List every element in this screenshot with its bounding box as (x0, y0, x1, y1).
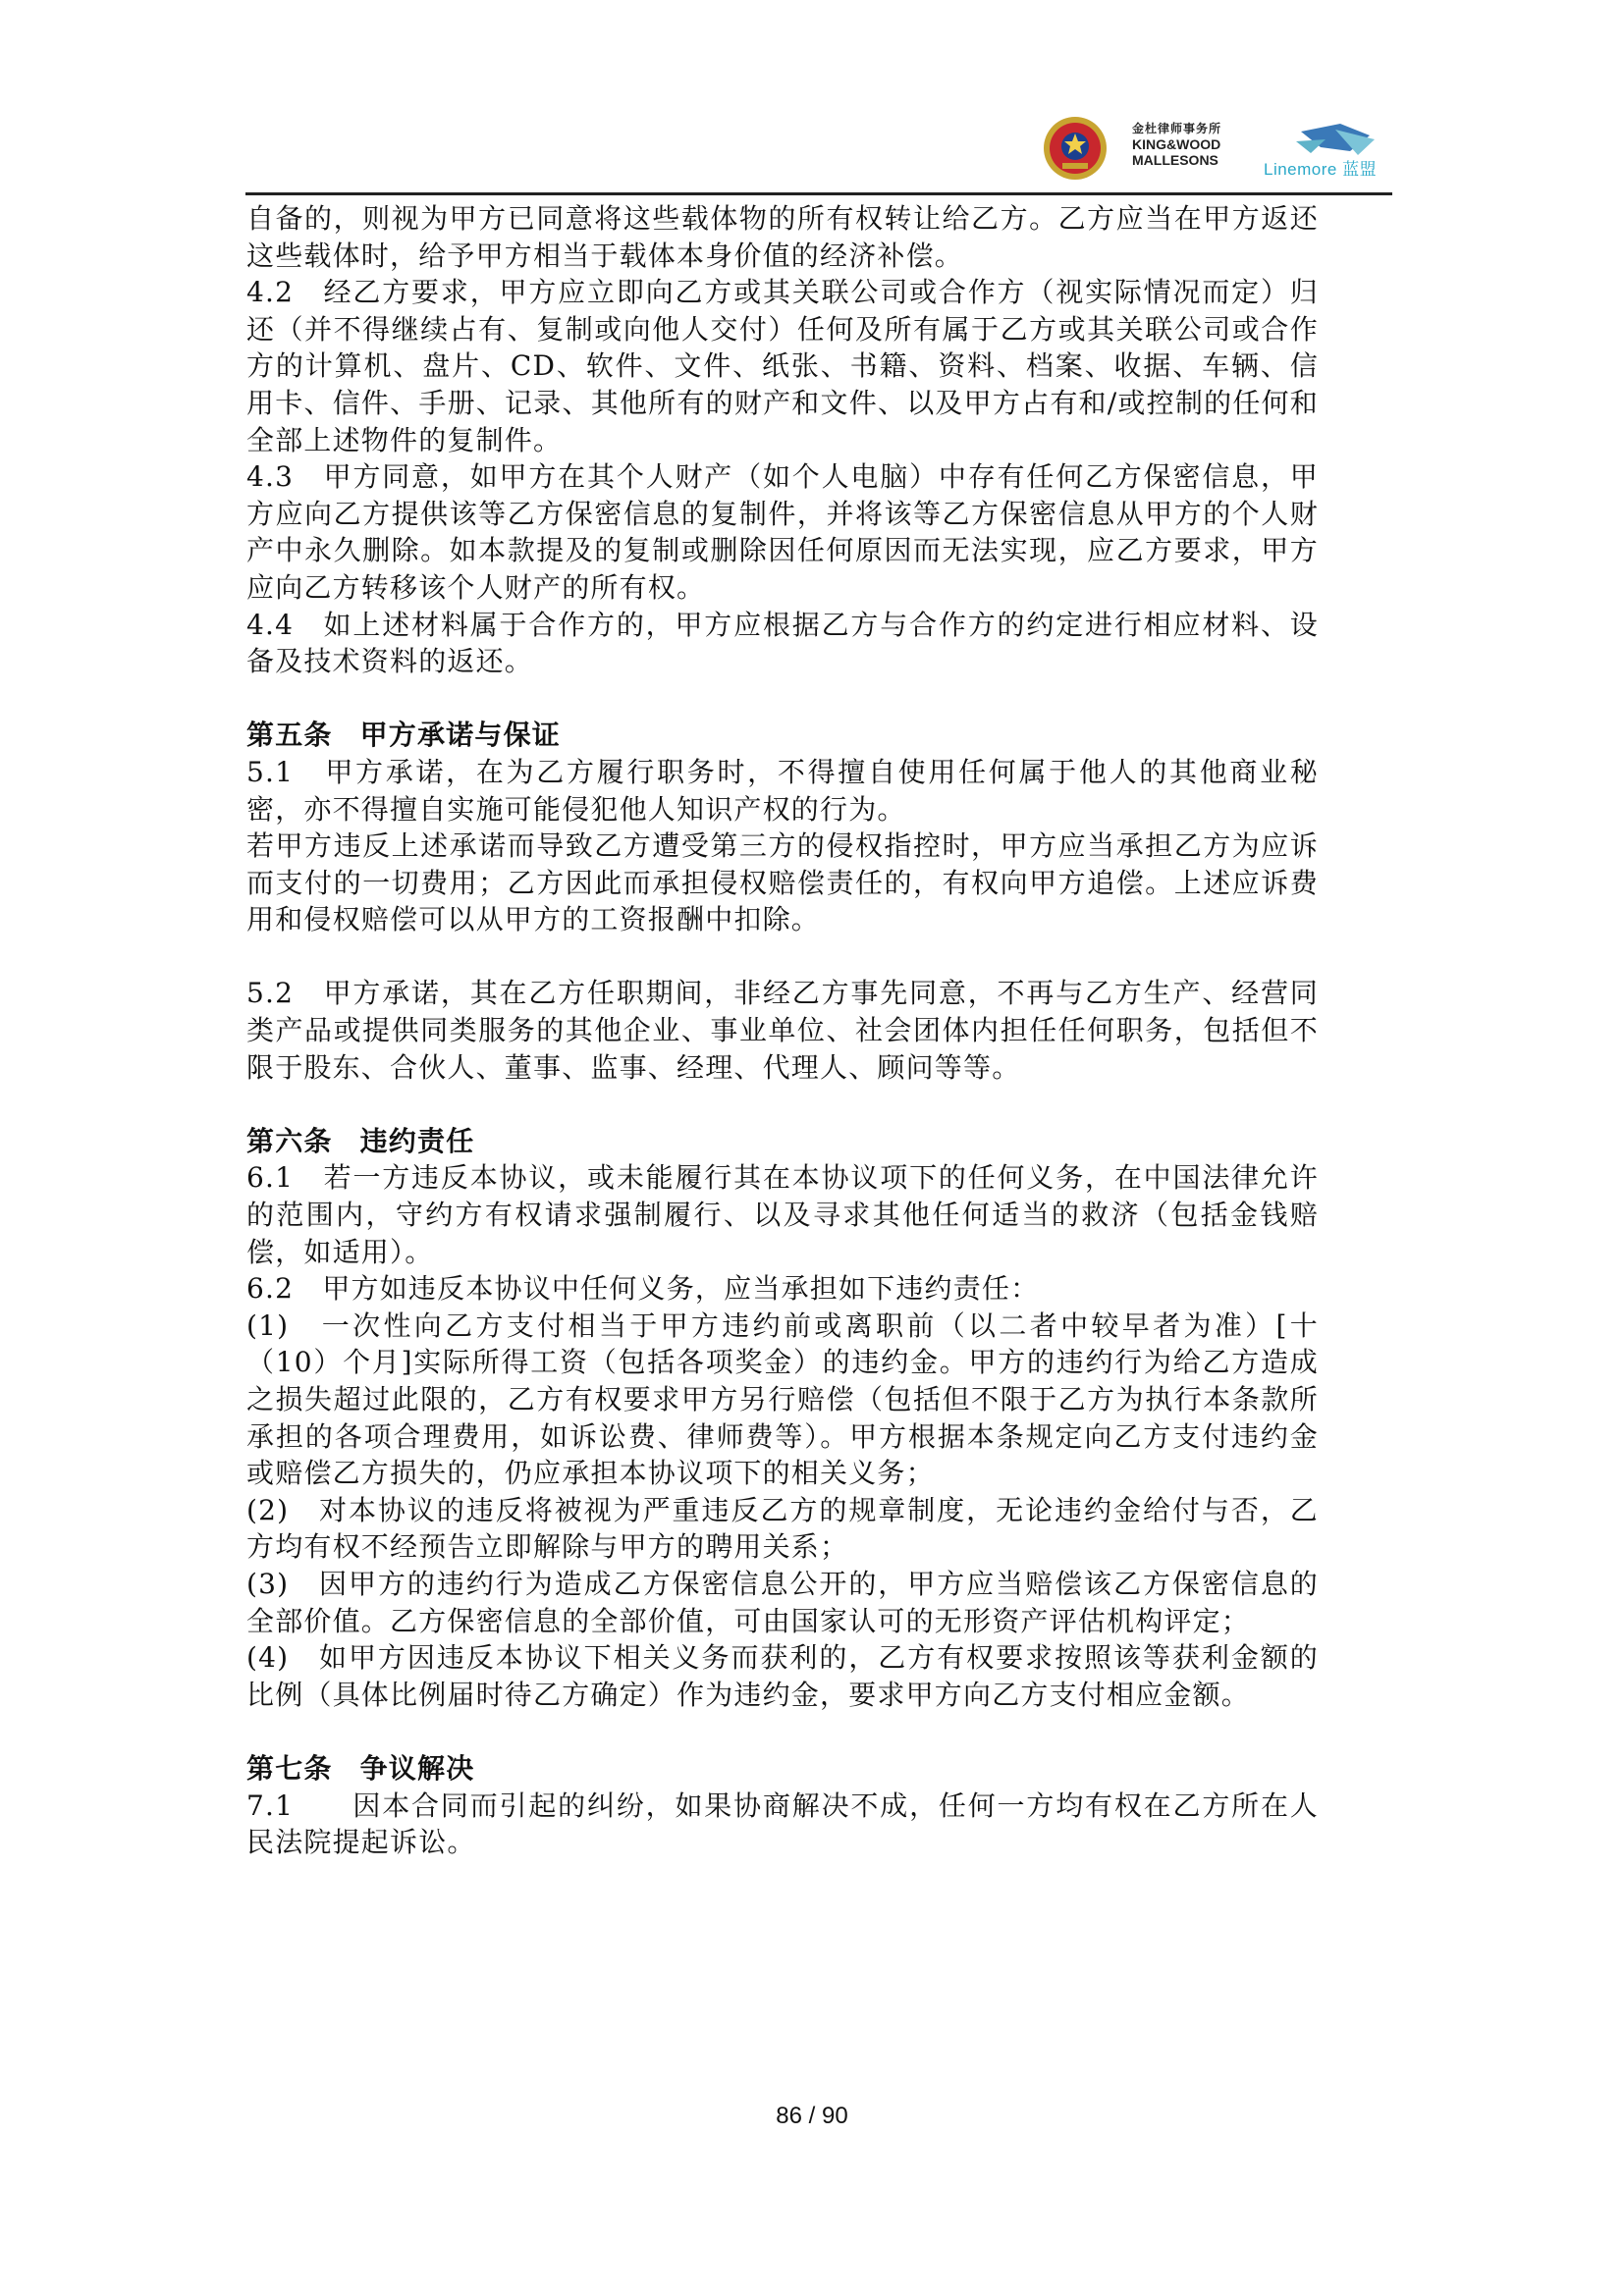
page-number: 86 / 90 (776, 2103, 848, 2129)
section-title: 争议解决 (359, 1751, 475, 1785)
clause-paragraph: 5.2 甲方承诺，其在乙方任职期间，非经乙方事先同意，不再与乙方生产、经营同类产品或提供同类服务的其他企业、事业单位、社会团体内担任任何职务，包括但不限于股东、合伙人、董事、监事、经理、代理人、顾问等等。 (246, 977, 1319, 1084)
paragraph-gap (246, 680, 1319, 718)
clause-paragraph: 4.2 经乙方要求，甲方应立即向乙方或其关联公司或合作方（视实际情况而定）归还（并不得继续占有、复制或向他人交付）任何及所有属于乙方或其关联公司或合作方的计算机、盘片、CD、软件、文件、纸张、书籍、资料、档案、收据、车辆、信用卡、信件、手册、记录、其他所有的财产和文件、以及甲方占有和/或控制的任何和全部上述物件的复制件。 (246, 276, 1319, 456)
paragraph-gap (246, 1086, 1319, 1123)
police-emblem-icon (1041, 114, 1110, 183)
section-heading (246, 1750, 1319, 1788)
clause-paragraph: 若甲方违反上述承诺而导致乙方遭受第三方的侵权指控时，甲方应当承担乙方为应诉而支付的一切费用；乙方因此而承担侵权赔偿责任的，有权向甲方追偿。上述应诉费用和侵权赔偿可以从甲方的工资报酬中扣除。 (246, 829, 1319, 936)
clause-paragraph: 4.3 甲方同意，如甲方在其个人财产（如个人电脑）中存有任何乙方保密信息，甲方应向乙方提供该等乙方保密信息的复制件，并将该等乙方保密信息从甲方的个人财产中永久删除。如本款提及的复制或删除因任何原因而无法实现，应乙方要求，甲方应向乙方转移该个人财产的所有权。 (246, 460, 1319, 604)
clause-paragraph: (4) 如甲方因违反本协议下相关义务而获利的，乙方有权要求按照该等获利金额的比例（具体比例届时待乙方确定）作为违约金，要求甲方向乙方支付相应金额。 (246, 1641, 1319, 1711)
clause-paragraph: 4.4 如上述材料属于合作方的，甲方应根据乙方与合作方的约定进行相应材料、设备及技术资料的返还。 (246, 608, 1319, 678)
kwm-english-name-2: MALLESONS (1132, 152, 1218, 168)
clause-paragraph: (2) 对本协议的违反将被视为严重违反乙方的规章制度，无论违约金给付与否，乙方均有权不经预告立即解除与甲方的聘用关系； (246, 1493, 1319, 1564)
linemore-name: Linemore 蓝盟 (1264, 160, 1378, 179)
kwm-chinese-name: 金杜律师事务所 (1132, 122, 1222, 135)
section-heading (246, 1123, 1319, 1160)
section-title: 甲方承诺与保证 (359, 719, 562, 752)
page-header (250, 110, 1389, 188)
clause-paragraph: 7.1 因本合同而引起的纠纷，如果协商解决不成，任何一方均有权在乙方所在人民法院提起诉讼。 (246, 1789, 1319, 1859)
section-number: 第五条 (246, 719, 333, 752)
clause-paragraph: 6.1 若一方违反本协议，或未能履行其在本协议项下的任何义务，在中国法律允许的范围内，守约方有权请求强制履行、以及寻求其他任何适当的救济（包括金钱赔偿，如适用）。 (246, 1161, 1319, 1268)
kwm-logo (1132, 122, 1279, 168)
clause-paragraph: 6.2 甲方如违反本协议中任何义务，应当承担如下违约责任： (246, 1272, 1040, 1306)
kwm-english-name-1: KING&WOOD (1132, 136, 1221, 152)
header-divider (245, 192, 1392, 195)
paragraph-gap (246, 938, 1319, 976)
document-body (246, 200, 1319, 1861)
paragraph-gap (246, 1713, 1319, 1750)
section-heading (246, 717, 1319, 754)
section-number: 第六条 (246, 1124, 333, 1157)
section-number: 第七条 (246, 1751, 333, 1785)
clause-paragraph: 自备的，则视为甲方已同意将这些载体物的所有权转让给乙方。乙方应当在甲方返还这些载体时，给予甲方相当于载体本身价值的经济补偿。 (246, 202, 1319, 272)
clause-paragraph: (1) 一次性向乙方支付相当于甲方违约前或离职前（以二者中较早者为准）[十（10）个月]实际所得工资（包括各项奖金）的违约金。甲方的违约行为给乙方造成之损失超过此限的，乙方有权要求甲方另行赔偿（包括但不限于乙方为执行本条款所承担的各项合理费用，如诉讼费、律师费等）。甲方根据本条规定向乙方支付违约金或赔偿乙方损失的，仍应承担本协议项下的相关义务； (246, 1308, 1319, 1490)
clause-paragraph: (3) 因甲方的违约行为造成乙方保密信息公开的，甲方应当赔偿该乙方保密信息的全部价值。乙方保密信息的全部价值，可由国家认可的无形资产评估机构评定； (246, 1567, 1319, 1637)
clause-paragraph: 5.1 甲方承诺，在为乙方履行职务时，不得擅自使用任何属于他人的其他商业秘密，亦不得擅自实施可能侵犯他人知识产权的行为。 (246, 755, 1319, 826)
section-title: 违约责任 (359, 1124, 475, 1157)
